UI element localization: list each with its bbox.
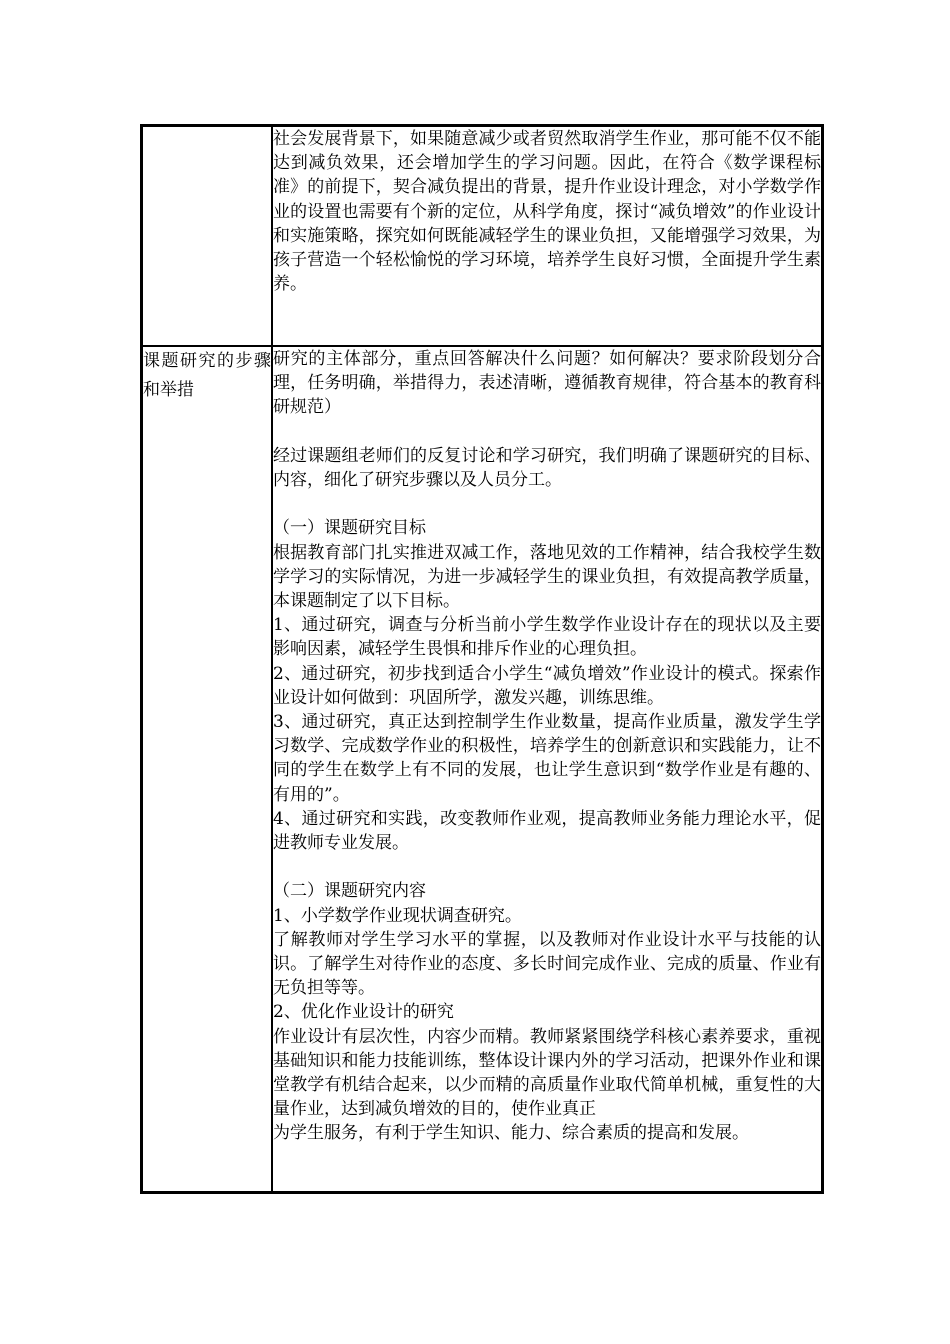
content-item-text-tail: 为学生服务，有利于学生知识、能力、综合素质的提高和发展。 — [273, 1123, 749, 1144]
goals-intro: 根据教育部门扎实推进双减工作，落地见效的工作精神，结合我校学生数学学习的实际情况，为进一步减轻学生的课业负担，有效提高教学质量，本课题制定了以下目标。 — [273, 542, 821, 611]
row-label-cell: 课题研究的步骤和举措 — [142, 346, 272, 1192]
content-item-title: 1、小学数学作业现状调查研究。 — [273, 905, 522, 926]
content-heading: （二）课题研究内容 — [273, 881, 426, 902]
paragraph-gap — [273, 420, 821, 444]
content-item-text: 了解教师对学生学习水平的掌握，以及教师对作业设计水平与技能的认识。了解学生对待作业的态度、多长时间完成作业、完成的质量、作业有无负担等等。 — [273, 929, 821, 999]
goal-item: 1、通过研究，调查与分析当前小学生数学作业设计存在的现状以及主要影响因素，减轻学生畏惧和排斥作业的心理负担。 — [273, 615, 821, 660]
content-item-title: 2、优化作业设计的研究 — [273, 1002, 454, 1023]
summary-paragraph: 经过课题组老师们的反复讨论和学习研究，我们明确了课题研究的目标、内容，细化了研究步骤以及人员分工。 — [273, 445, 821, 490]
intro-paragraph: 研究的主体部分，重点回答解决什么问题？如何解决？要求阶段划分合理，任务明确，举措得力，表述清晰，遵循教育规律，符合基本的教育科研规范） — [273, 349, 821, 418]
background-paragraph: 社会发展背景下，如果随意减少或者贸然取消学生作业，那可能不仅不能达到减负效果，还会增加学生的学习问题。因此，在符合《数学课程标准》的前提下，契合减负提出的背景，提升作业设计理念，对小学数学作业的设置也需要有个新的定位，从科学角度，探讨“减负增效”的作业设计和实施策略，探究如何既能减轻学生的课业负担，又能增强学习效果，为孩子营造一个轻松愉悦的学习环境，培养学生良好习惯，全面提升学生素养。 — [273, 129, 821, 295]
goal-item: 2、通过研究，初步找到适合小学生“减负增效”作业设计的模式。探索作业设计如何做到：巩固所学，激发兴趣，训练思维。 — [273, 663, 821, 708]
goals-heading: （一）课题研究目标 — [273, 518, 426, 539]
content-item-text: 作业设计有层次性，内容少而精。教师紧紧围绕学科核心素养要求，重视基础知识和能力技能训练，整体设计课内外的学习活动，把课外作业和课堂教学有机结合起来，以少而精的高质量作业取代简单机械，重复性的大量作业，达到减负增效的目的，使作业真正 — [273, 1026, 821, 1120]
table-row — [142, 346, 822, 1192]
paragraph-gap — [273, 855, 821, 879]
row-label-cell — [142, 126, 272, 346]
goal-item: 3、通过研究，真正达到控制学生作业数量，提高作业质量，激发学生学习数学、完成数学作业的积极性，培养学生的创新意识和实践能力，让不同的学生在数学上有不同的发展，也让学生意识到“数学作业是有趣的、有用的”。 — [273, 712, 821, 805]
row-content-cell — [272, 346, 822, 1192]
goal-item: 4、通过研究和实践，改变教师作业观，提高教师业务能力理论水平，促进教师专业发展。 — [273, 808, 821, 854]
row-content-cell — [272, 126, 822, 346]
research-plan-table — [140, 124, 824, 1194]
table-row — [142, 126, 822, 346]
paragraph-gap — [273, 492, 821, 516]
